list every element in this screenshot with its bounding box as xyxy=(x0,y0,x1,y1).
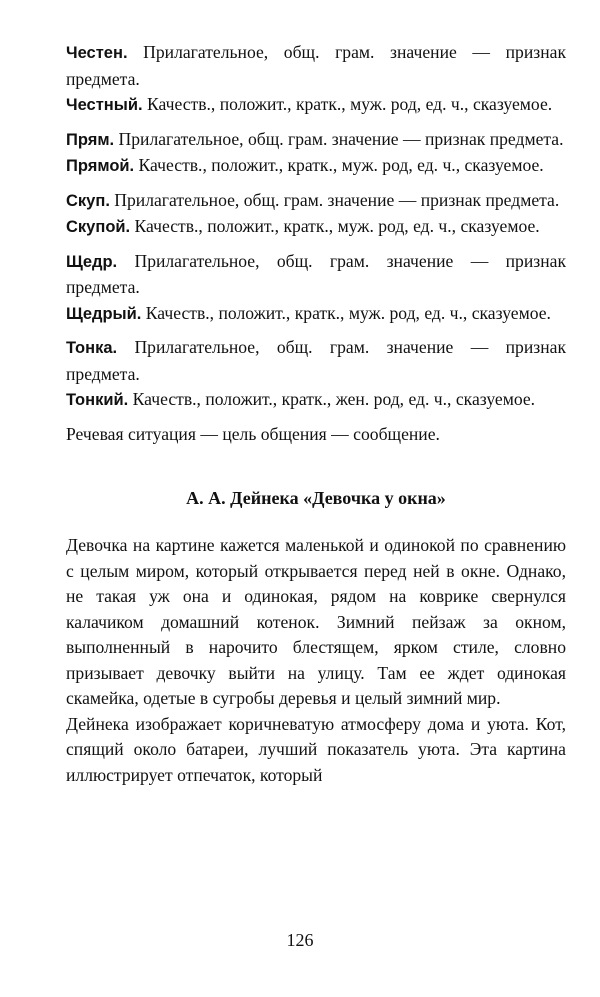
entry-text: Качеств., положит., кратк., муж. род, ед. ч., сказуемое. xyxy=(130,216,540,236)
entry-text: Качеств., положит., кратк., муж. род, ед. ч., сказуемое. xyxy=(141,302,551,323)
entry-word: Прям. xyxy=(66,130,115,149)
entry-tonky xyxy=(66,387,566,414)
entry-word: Скуп. xyxy=(66,191,110,210)
entry-pryam xyxy=(66,127,566,154)
essay-paragraph: Девочка на картине кажется маленькой и одинокой по сравнению с целым миром, который открывается перед ней в окне. Однако, не такая уж она и одинокая, рядом на коврике свернулся калачиком домашний котенок. Зимний пейзаж за окном, выполненный в нарочито блестящем, ярком стиле, словно призывает девочку выйти на улицу. Там ее ждет одинокая скамейка, одетые в сугробы деревья и целый зимний мир. xyxy=(66,535,566,708)
entry-word: Тонкий. xyxy=(66,391,129,409)
entry-chesten xyxy=(66,40,566,92)
entry-text: Качеств., положит., кратк., муж. род, ед. ч., сказуемое. xyxy=(142,94,553,114)
entry-word: Прямой. xyxy=(66,157,135,175)
essay-title: А. А. Дейнека «Девочка у окна» xyxy=(186,488,446,508)
entry-pryamoy xyxy=(66,153,566,180)
entry-text: Прилагательное, общ. грам. значение — признак предмета. xyxy=(66,337,566,384)
entry-skup xyxy=(66,188,566,215)
entry-word: Честный. xyxy=(66,96,143,114)
page-content xyxy=(66,40,566,788)
entry-chestny xyxy=(66,92,566,119)
speech-situation: Речевая ситуация — цель общения — сообщение. xyxy=(66,423,440,444)
entry-shchedr xyxy=(66,249,566,301)
entry-word: Тонка. xyxy=(66,339,118,357)
entry-text: Прилагательное, общ. грам. значение — признак предмета. xyxy=(109,189,560,210)
entry-text: Качеств., положит., кратк., муж. род, ед. ч., сказуемое. xyxy=(134,155,544,175)
entry-skupoy xyxy=(66,214,566,241)
entry-word: Щедр. xyxy=(66,252,118,271)
page-number: 126 xyxy=(286,930,314,950)
entry-text: Качеств., положит., кратк., жен. род, ед. ч., сказуемое. xyxy=(128,389,536,409)
essay-paragraph: Дейнека изображает коричневатую атмосферу дома и уюта. Кот, спящий около батареи, лучший показатель уюта. Эта картина иллюстрирует отпечаток, который xyxy=(66,713,566,785)
entry-shchedry xyxy=(66,301,566,328)
entry-text: Прилагательное, общ. грам. значение — признак предмета. xyxy=(66,250,566,297)
entry-text: Прилагательное, общ. грам. значение — признак предмета. xyxy=(114,128,564,149)
entry-text: Прилагательное, общ. грам. значение — признак предмета. xyxy=(66,42,566,89)
entry-tonka xyxy=(66,335,566,387)
entry-word: Щедрый. xyxy=(66,304,142,323)
entry-word: Скупой. xyxy=(66,218,131,236)
entry-word: Честен. xyxy=(66,44,128,62)
